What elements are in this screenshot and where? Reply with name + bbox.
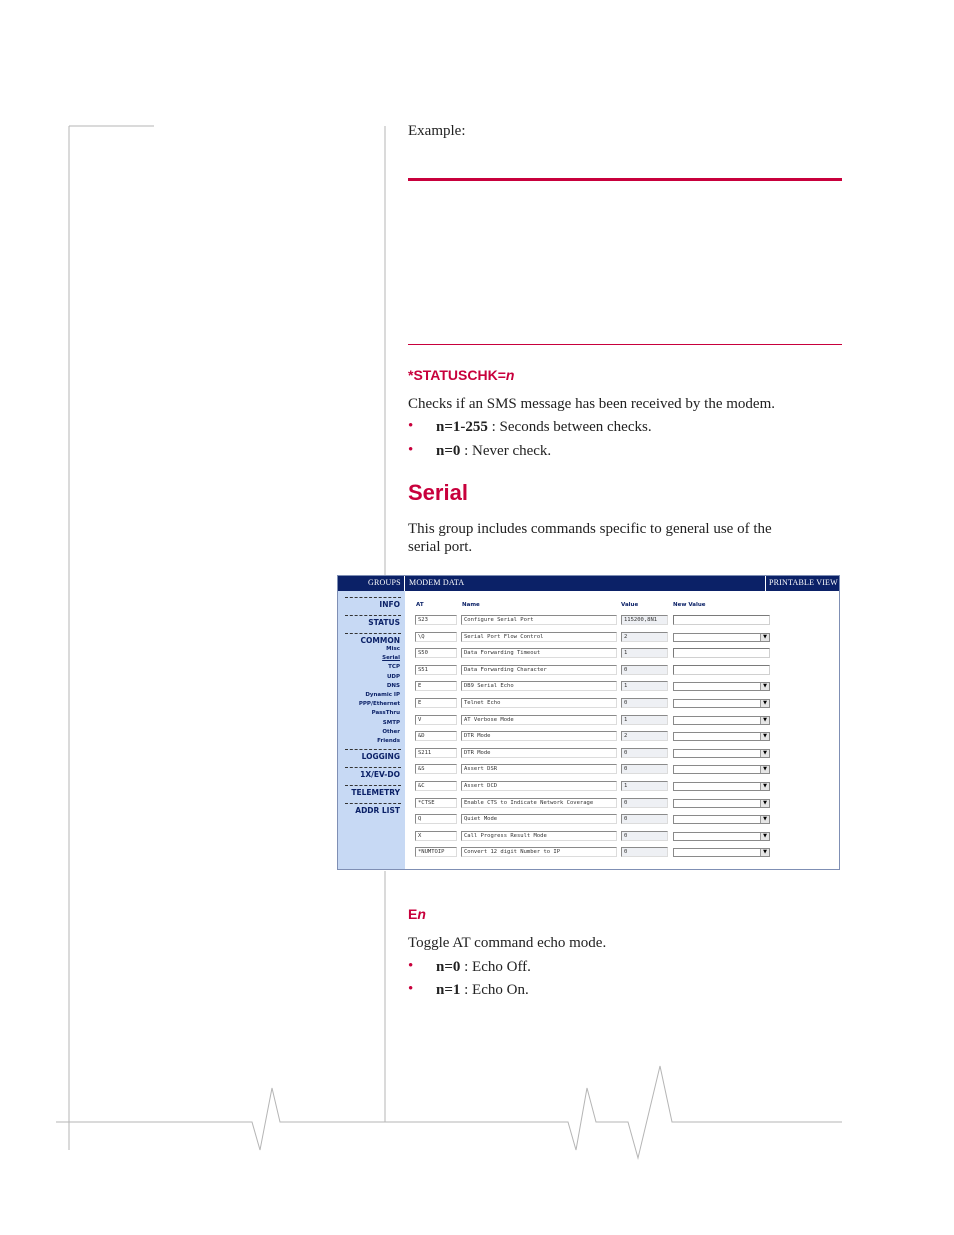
sidebar-subgroup-link[interactable]: SMTP [382, 719, 400, 726]
at-cell: V [415, 715, 457, 725]
name-cell: DTR Mode [461, 748, 617, 758]
chevron-down-icon: ▼ [760, 750, 769, 757]
en-bullet-2 [436, 981, 529, 999]
sidebar-subgroup-link[interactable]: PassThru [371, 710, 400, 717]
sidebar-divider [345, 767, 401, 768]
at-cell: S51 [415, 665, 457, 675]
new-value-select[interactable] [673, 815, 770, 824]
statuschk-heading-var: n [505, 367, 515, 383]
chevron-down-icon: ▼ [760, 700, 769, 707]
value-cell: 0 [621, 814, 668, 824]
new-value-input[interactable] [673, 615, 770, 625]
sidebar-subgroup-link[interactable]: DNS [386, 682, 400, 689]
en-heading-var: n [417, 906, 426, 922]
en-description: Toggle AT command echo mode. [408, 935, 607, 951]
sidebar-divider [345, 803, 401, 804]
new-value-select[interactable] [673, 732, 770, 741]
at-cell: X [415, 831, 457, 841]
chevron-down-icon: ▼ [760, 683, 769, 690]
name-cell: Assert DCD [461, 781, 617, 791]
serial-description-line1: This group includes commands specific to general use of the [408, 521, 772, 537]
sidebar-subgroup-link[interactable]: PPP/Ethernet [358, 701, 400, 708]
chevron-down-icon: ▼ [760, 816, 769, 823]
bullet-term: n=1 [436, 982, 461, 998]
bullet-term: n=1-255 [436, 419, 488, 435]
header-divider [404, 576, 405, 591]
bullet-icon: • [408, 442, 414, 458]
at-cell: Q [415, 814, 457, 824]
bullet-text: : Seconds between checks. [487, 419, 652, 435]
sidebar-divider [345, 633, 401, 634]
value-cell: 0 [621, 665, 668, 675]
new-value-select[interactable] [673, 782, 770, 791]
at-cell: &D [415, 731, 457, 741]
en-bullet-1 [436, 958, 531, 976]
name-cell: DB9 Serial Echo [461, 681, 617, 691]
modem-data-table [405, 591, 839, 869]
name-cell: Call Progress Result Mode [461, 831, 617, 841]
name-cell: Convert 12 digit Number to IP [461, 847, 617, 857]
sidebar-subgroup-link[interactable]: Friends [377, 738, 400, 744]
value-cell: 2 [621, 632, 668, 642]
statuschk-bullet-2 [436, 442, 551, 460]
value-cell: 115200,8N1 [621, 615, 668, 625]
en-heading-prefix: E [408, 906, 418, 922]
bullet-term: n=0 [436, 959, 461, 975]
new-value-select[interactable] [673, 633, 770, 642]
sidebar-divider [345, 785, 401, 786]
example-label: Example: [408, 123, 466, 139]
bullet-term: n=0 [436, 443, 461, 459]
groups-sidebar [338, 591, 404, 869]
value-cell: 0 [621, 764, 668, 774]
new-value-select[interactable] [673, 716, 770, 725]
sidebar-subgroup-link[interactable]: Other [382, 728, 400, 735]
at-cell: *CTSE [415, 798, 457, 808]
serial-description-line2: serial port. [408, 539, 473, 555]
example-bottom-rule [408, 344, 842, 345]
sidebar-subgroup-link[interactable]: TCP [388, 664, 400, 671]
name-cell: Data Forwarding Character [461, 665, 617, 675]
value-cell: 1 [621, 715, 668, 725]
chevron-down-icon: ▼ [760, 800, 769, 807]
sidebar-group-link[interactable]: ADDR LIST [355, 806, 400, 816]
bullet-text: : Never check. [460, 443, 552, 459]
value-cell: 1 [621, 781, 668, 791]
chevron-down-icon: ▼ [760, 717, 769, 724]
statuschk-heading-prefix: *STATUSCHK= [408, 367, 506, 383]
statuschk-heading [408, 367, 514, 383]
value-cell: 0 [621, 847, 668, 857]
sidebar-divider [345, 749, 401, 750]
chevron-down-icon: ▼ [760, 783, 769, 790]
sidebar-group-link[interactable]: TELEMETRY [351, 788, 400, 798]
value-cell: 0 [621, 748, 668, 758]
sidebar-divider [345, 615, 401, 616]
at-cell: \Q [415, 632, 457, 642]
bullet-text: : Echo On. [460, 982, 529, 998]
en-heading [408, 906, 426, 922]
new-value-select[interactable] [673, 699, 770, 708]
serial-section-title: Serial [408, 480, 468, 505]
chevron-down-icon: ▼ [760, 634, 769, 641]
bullet-icon: • [408, 418, 414, 434]
statuschk-description: Checks if an SMS message has been received by the modem. [408, 396, 775, 412]
col-header-value: Value [621, 602, 639, 608]
col-header-at: AT [416, 602, 424, 608]
value-cell: 1 [621, 648, 668, 658]
printable-view-link[interactable]: PRINTABLE VIEW [769, 578, 838, 587]
new-value-select[interactable] [673, 682, 770, 691]
bullet-text: : Echo Off. [460, 959, 531, 975]
bullet-icon: • [408, 981, 414, 997]
statuschk-bullet-1 [436, 418, 652, 436]
name-cell: AT Verbose Mode [461, 715, 617, 725]
name-cell: Data Forwarding Timeout [461, 648, 617, 658]
chevron-down-icon: ▼ [760, 766, 769, 773]
at-cell: &C [415, 781, 457, 791]
col-header-new-value: New Value [673, 602, 706, 608]
at-cell: S211 [415, 748, 457, 758]
name-cell: Telnet Echo [461, 698, 617, 708]
at-cell: E [415, 681, 457, 691]
screenshot-header-bar [338, 576, 839, 591]
bullet-icon: • [408, 958, 414, 974]
chevron-down-icon: ▼ [760, 733, 769, 740]
sidebar-group-link[interactable]: LOGGING [361, 752, 400, 762]
new-value-select[interactable] [673, 749, 770, 758]
modem-data-screenshot [337, 575, 840, 870]
name-cell: Enable CTS to Indicate Network Coverage [461, 798, 617, 808]
groups-header: GROUPS [368, 578, 401, 587]
name-cell: Quiet Mode [461, 814, 617, 824]
value-cell: 0 [621, 698, 668, 708]
value-cell: 1 [621, 681, 668, 691]
header-divider [765, 576, 766, 591]
at-cell: *NUMTOIP [415, 847, 457, 857]
new-value-select[interactable] [673, 832, 770, 841]
at-cell: S23 [415, 615, 457, 625]
at-cell: &S [415, 764, 457, 774]
sidebar-group-link[interactable]: INFO [379, 600, 400, 609]
sidebar-subgroup-link[interactable]: Dynamic IP [365, 692, 400, 698]
new-value-select[interactable] [673, 848, 770, 857]
value-cell: 0 [621, 798, 668, 808]
value-cell: 2 [621, 731, 668, 741]
sidebar-group-link[interactable]: STATUS [368, 618, 400, 627]
sidebar-subgroup-link[interactable]: Serial [382, 655, 400, 662]
name-cell: Configure Serial Port [461, 615, 617, 625]
name-cell: Assert DSR [461, 764, 617, 774]
name-cell: Serial Port Flow Control [461, 632, 617, 642]
new-value-select[interactable] [673, 765, 770, 774]
new-value-input[interactable] [673, 648, 770, 658]
new-value-select[interactable] [673, 799, 770, 808]
name-cell: DTR Mode [461, 731, 617, 741]
sidebar-divider [345, 597, 401, 598]
at-cell: S50 [415, 648, 457, 658]
modem-data-header: MODEM DATA [409, 578, 465, 587]
new-value-input[interactable] [673, 665, 770, 675]
sidebar-group-link[interactable]: COMMON [360, 636, 400, 645]
chevron-down-icon: ▼ [760, 849, 769, 856]
col-header-name: Name [462, 602, 480, 608]
sidebar-subgroup-link[interactable]: UDP [386, 673, 400, 680]
example-top-rule [408, 178, 842, 181]
chevron-down-icon: ▼ [760, 833, 769, 840]
at-cell: E [415, 698, 457, 708]
sidebar-group-link[interactable]: 1X/EV-DO [360, 770, 400, 780]
value-cell: 0 [621, 831, 668, 841]
sidebar-subgroup-link[interactable]: Misc [386, 646, 400, 652]
